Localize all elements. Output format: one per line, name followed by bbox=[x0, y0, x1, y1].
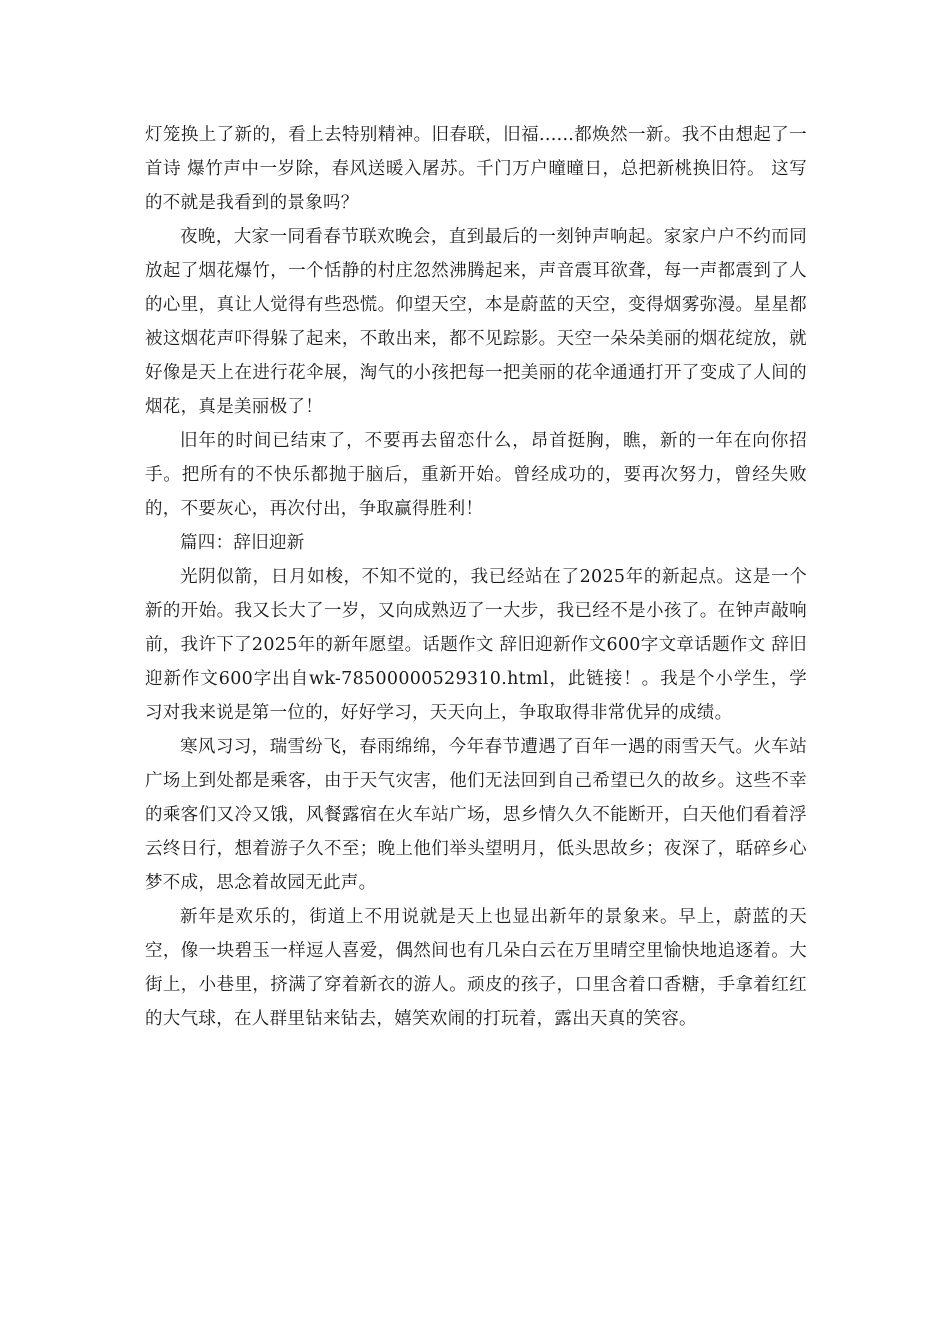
section-heading: 篇四：辞旧迎新 bbox=[180, 533, 305, 553]
document-body bbox=[145, 118, 807, 1036]
paragraph: 夜晚，大家一同看春节联欢晚会，直到最后的一刻钟声响起。家家户户不约而同放起了烟花爆竹，一个恬静的村庄忽然沸腾起来，声音震耳欲聋，每一声都震到了人的心里，真让人觉得有些恐慌。仰望天空，本是蔚蓝的天空，变得烟雾弥漫。星星都被这烟花声吓得躲了起来，不敢出来，都不见踪影。天空一朵朵美丽的烟花绽放，就好像是天上在进行花伞展，淘气的小孩把每一把美丽的花伞通通打开了变成了人间的烟花，真是美丽极了！ bbox=[145, 227, 807, 417]
paragraph: 旧年的时间已结束了，不要再去留恋什么，昂首挺胸，瞧，新的一年在向你招手。把所有的不快乐都抛于脑后，重新开始。曾经成功的，要再次努力，曾经失败的，不要灰心，再次付出，争取赢得胜利！ bbox=[145, 431, 807, 519]
paragraph: 新年是欢乐的，街道上不用说就是天上也显出新年的景象来。早上，蔚蓝的天空，像一块碧玉一样逗人喜爱，偶然间也有几朵白云在万里晴空里愉快地追逐着。大街上，小巷里，挤满了穿着新衣的游人。顽皮的孩子，口里含着口香糖，手拿着红红的大气球，在人群里钻来钻去，嬉笑欢闹的打玩着，露出天真的笑容。 bbox=[145, 907, 807, 1029]
paragraph: 寒风习习，瑞雪纷飞，春雨绵绵，今年春节遭遇了百年一遇的雨雪天气。火车站广场上到处都是乘客，由于天气灾害，他们无法回到自己希望已久的故乡。这些不幸的乘客们又冷又饿，风餐露宿在火车站广场，思乡情久久不能断开，白天他们看着浮云终日行，想着游子久不至；晚上他们举头望明月，低头思故乡；夜深了，聒碎乡心梦不成，思念着故园无此声。 bbox=[145, 737, 807, 893]
paragraph: 灯笼换上了新的，看上去特别精神。旧春联，旧福......都焕然一新。我不由想起了一首诗 爆竹声中一岁除，春风送暖入屠苏。千门万户曈曈日，总把新桃换旧符。 这写的不就是我看到的景象吗？ bbox=[145, 125, 807, 213]
paragraph: 光阴似箭，日月如梭，不知不觉的，我已经站在了2025年的新起点。这是一个新的开始。我又长大了一岁，又向成熟迈了一大步，我已经不是小孩了。在钟声敲响前，我许下了2025年的新年愿望。话题作文 辞旧迎新作文600字文章话题作文 辞旧迎新作文600字出自wk-78500000529310.html，此链接！。我是个小学生，学习对我来说是第一位的，好好学习，天天向上，争取取得非常优异的成绩。 bbox=[145, 567, 807, 723]
